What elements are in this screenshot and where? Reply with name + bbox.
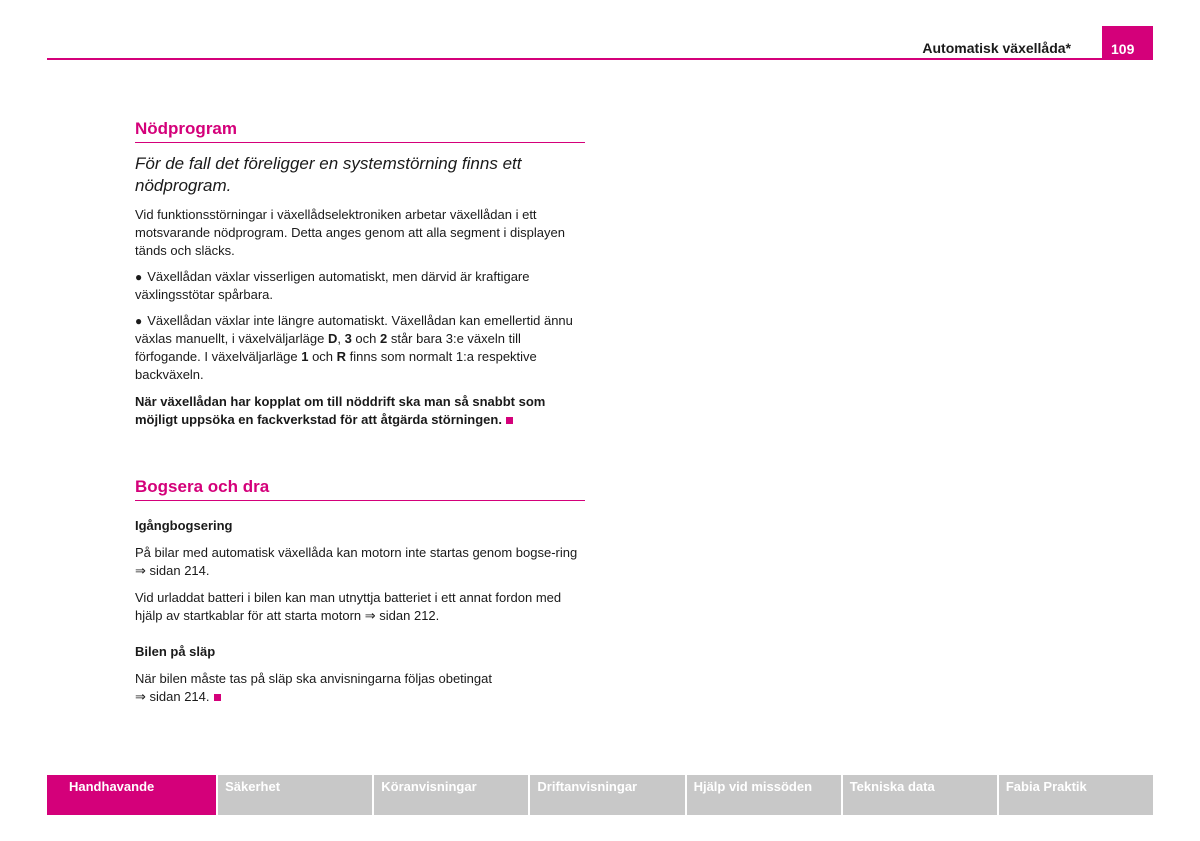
body-text: När bilen måste tas på släp ska anvisningarna följas obetingat [135, 671, 492, 686]
body-paragraph: Vid urladdat batteri i bilen kan man utnyttja batteriet i ett annat fordon med hjälp av startkablar för att starta motorn ⇒ sidan 212. [135, 590, 562, 623]
bullet-dot-icon: ● [135, 314, 143, 328]
gear-position-d: D [327, 331, 338, 346]
tab-sakerhet[interactable]: Säkerhet [218, 775, 372, 815]
bullet-text: Växellådan växlar visserligen automatiskt, men därvid är kraftigare växlingsstötar spårbara. [135, 269, 530, 302]
footer-chapter-tabs [47, 775, 1153, 815]
gear-position-1: 1 [301, 349, 309, 364]
gear-position-2: 2 [379, 331, 388, 346]
body-paragraph: Vid funktionsstörningar i växellådselektroniken arbetar växellådan i ett motsvarande nödprogram. Detta anges genom att alla segment i displayen tänds och släcks. [135, 207, 565, 258]
page-number: 109 [1102, 26, 1153, 60]
main-content [135, 119, 585, 706]
gear-position-3: 3 [344, 331, 352, 346]
tab-handhavande[interactable]: Handhavande [47, 775, 216, 815]
warning-text: När växellådan har kopplat om till nöddrift ska man så snabbt som möjligt uppsöka en fackverkstad för att åtgärda störningen. [135, 394, 546, 427]
tab-driftanvisningar[interactable]: Driftanvisningar [530, 775, 684, 815]
bullet-text: finns som normalt 1:a respektive backväxeln. [135, 349, 537, 382]
end-marker-icon [214, 694, 221, 701]
tab-hjalp-vid-missoden[interactable]: Hjälp vid missöden [687, 775, 841, 815]
bullet-text: står bara 3:e växeln till förfogande. I växelväljarläge [135, 331, 521, 364]
bullet-text: , [337, 331, 345, 346]
section-intro: För de fall det föreligger en systemstörning finns ett nödprogram. [135, 154, 522, 195]
body-paragraph: På bilar med automatisk växellåda kan motorn inte startas genom bogse-ring ⇒ sidan 214. [135, 545, 578, 578]
bullet-text: och [308, 349, 337, 364]
warning-paragraph [135, 393, 585, 429]
bullet-dot-icon: ● [135, 270, 143, 284]
tab-koranvisningar[interactable]: Köranvisningar [374, 775, 528, 815]
gear-position-r: R [336, 349, 347, 364]
end-marker-icon [506, 417, 513, 424]
bullet-text: Växellådan växlar inte längre automatiskt. Växellådan kan emellertid ännu växlas manuellt, i växelväljarläge [135, 313, 573, 346]
tab-tekniska-data[interactable]: Tekniska data [843, 775, 997, 815]
chapter-title: Automatisk växellåda* [922, 40, 1071, 56]
bullet-text: och [351, 331, 380, 346]
subheading-bilen-pa-slap: Bilen på släp [135, 644, 216, 659]
subheading-igangbogsering: Igångbogsering [135, 518, 233, 533]
section-heading-bogsera: Bogsera och dra [135, 477, 585, 501]
cross-reference-link[interactable]: ⇒ sidan 214. [135, 689, 210, 704]
body-paragraph [135, 670, 585, 706]
header-rule [47, 58, 1153, 60]
tab-fabia-praktik[interactable]: Fabia Praktik [999, 775, 1153, 815]
bullet-item-1 [135, 268, 585, 304]
section-heading-nodprogram: Nödprogram [135, 119, 585, 143]
bullet-item-2 [135, 312, 585, 384]
